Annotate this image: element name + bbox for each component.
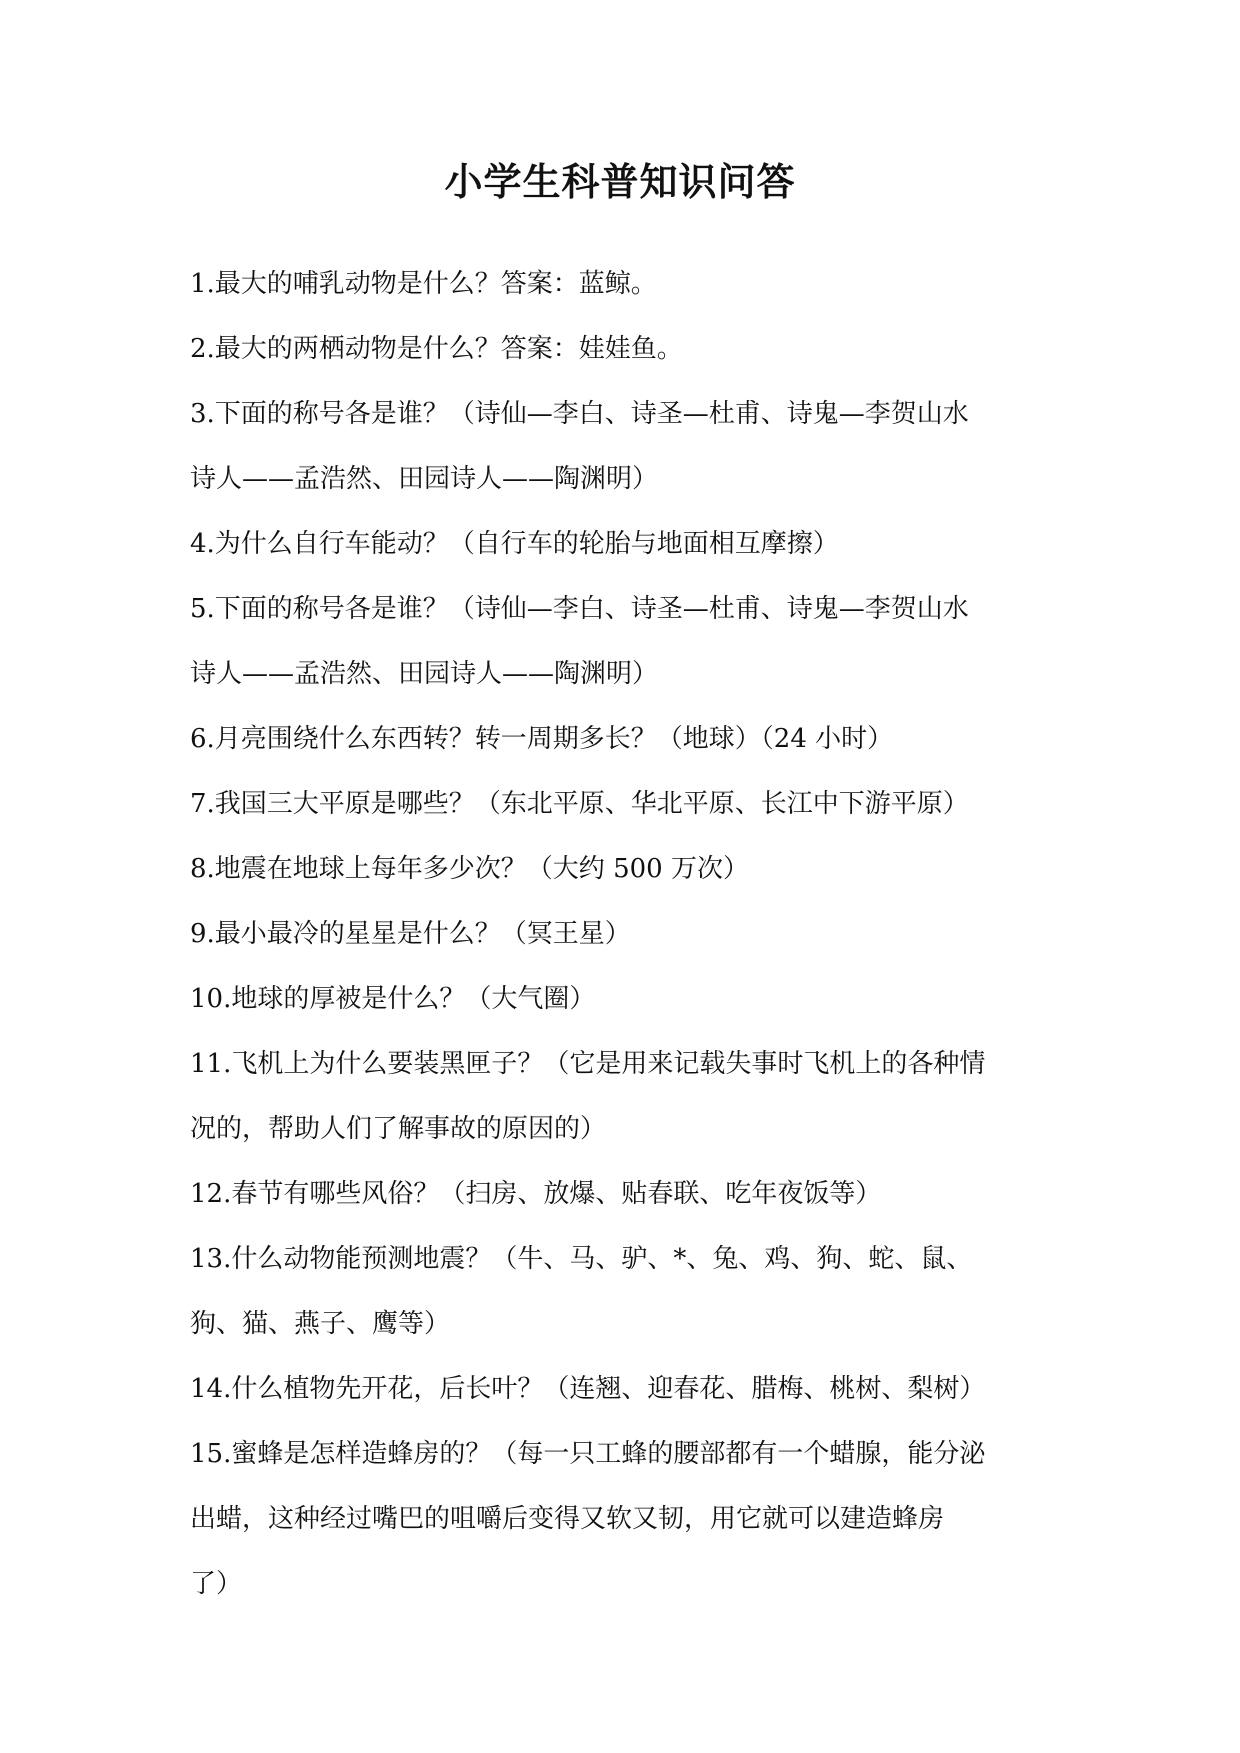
qa-line: 8.地震在地球上每年多少次？（大约 500 万次） <box>190 854 749 884</box>
qa-line: 2.最大的两栖动物是什么？答案：娃娃鱼。 <box>190 334 683 364</box>
qa-line: 4.为什么自行车能动？（自行车的轮胎与地面相互摩擦） <box>190 529 839 559</box>
qa-line: 12.春节有哪些风俗？（扫房、放爆、贴春联、吃年夜饭等） <box>190 1179 882 1209</box>
qa-line: 14.什么植物先开花，后长叶？（连翘、迎春花、腊梅、桃树、梨树） <box>190 1374 986 1404</box>
qa-line: 7.我国三大平原是哪些？（东北平原、华北平原、长江中下游平原） <box>190 789 969 819</box>
qa-line: 9.最小最冷的星星是什么？（冥王星） <box>190 919 631 949</box>
qa-line: 13.什么动物能预测地震？（牛、马、驴、*、兔、鸡、狗、蛇、鼠、 <box>190 1244 973 1274</box>
qa-list <box>190 252 1070 1617</box>
qa-line: 6.月亮围绕什么东西转？转一周期多长？（地球）（24 小时） <box>190 724 894 754</box>
qa-line: 11.飞机上为什么要装黑匣子？（它是用来记载失事时飞机上的各种情 <box>190 1049 986 1079</box>
qa-line: 狗、猫、燕子、鹰等） <box>190 1309 451 1339</box>
page-title: 小学生科普知识问答 <box>444 159 796 204</box>
qa-line: 诗人——孟浩然、田园诗人——陶渊明） <box>190 659 659 689</box>
qa-line: 5.下面的称号各是谁？（诗仙—李白、诗圣—杜甫、诗鬼—李贺山水 <box>190 594 969 624</box>
qa-line: 况的，帮助人们了解事故的原因的） <box>190 1114 607 1144</box>
qa-line: 10.地球的厚被是什么？（大气圈） <box>190 984 596 1014</box>
qa-line: 15.蜜蜂是怎样造蜂房的？（每一只工蜂的腰部都有一个蜡腺，能分泌 <box>190 1439 986 1469</box>
qa-line: 了） <box>190 1569 243 1599</box>
qa-line: 3.下面的称号各是谁？（诗仙—李白、诗圣—杜甫、诗鬼—李贺山水 <box>190 399 969 429</box>
qa-line: 出蜡，这种经过嘴巴的咀嚼后变得又软又韧，用它就可以建造蜂房 <box>190 1504 945 1534</box>
qa-line: 1.最大的哺乳动物是什么？答案：蓝鲸。 <box>190 269 657 299</box>
qa-line: 诗人——孟浩然、田园诗人——陶渊明） <box>190 464 659 494</box>
